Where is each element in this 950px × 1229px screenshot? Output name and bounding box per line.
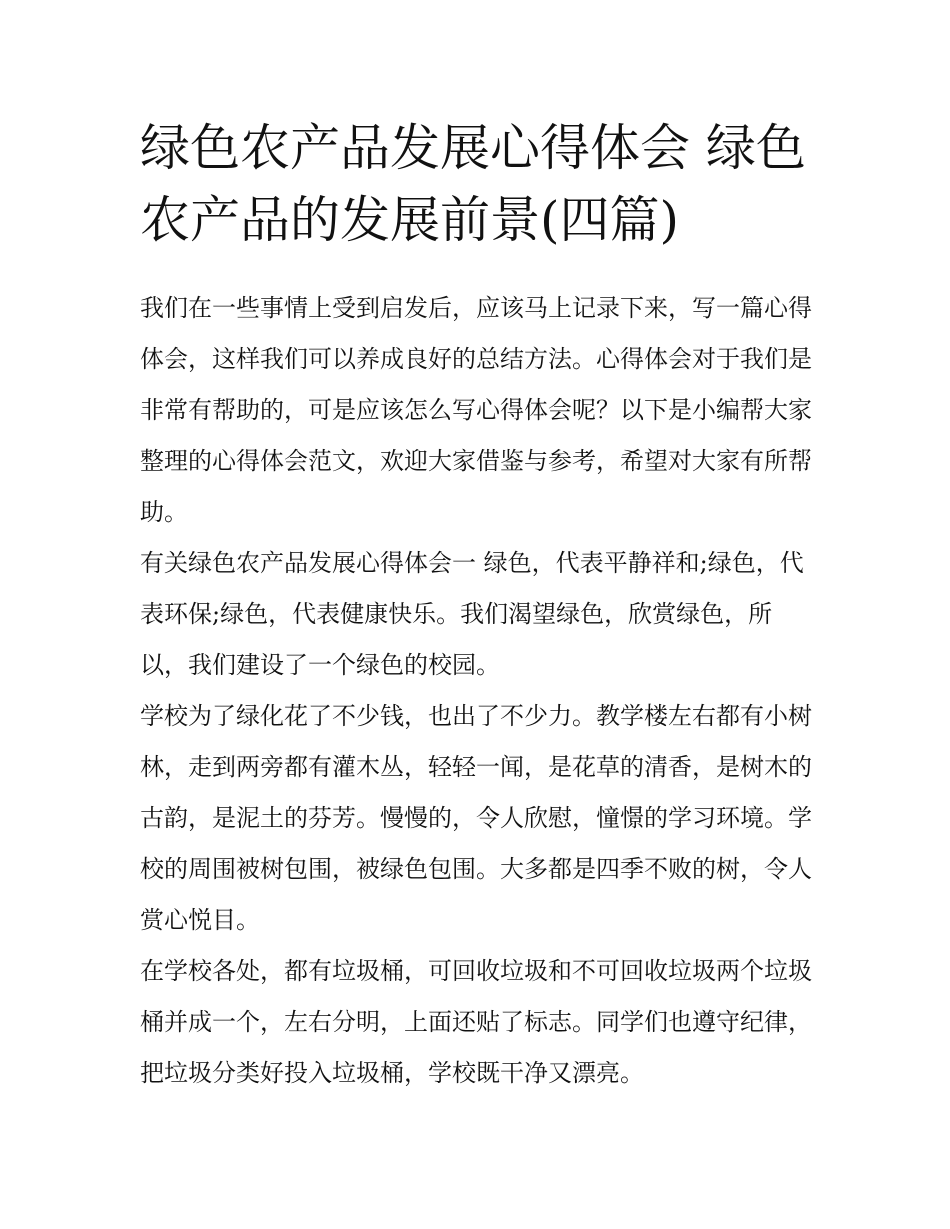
paragraph-intro: 我们在一些事情上受到启发后，应该马上记录下来，写一篇心得体会，这样我们可以养成良好的总结方法。心得体会对于我们是非常有帮助的，可是应该怎么写心得体会呢？以下是小编帮大家整理的心得体会范文，欢迎大家借鉴与参考，希望对大家有所帮助。 [140, 294, 812, 526]
paragraph-trash-bins: 在学校各处，都有垃圾桶，可回收垃圾和不可回收垃圾两个垃圾桶并成一个，左右分明，上面还贴了标志。同学们也遵守纪律，把垃圾分类好投入垃圾桶，学校既干净又漂亮。 [140, 957, 812, 1087]
paragraph-greening: 学校为了绿化花了不少钱，也出了不少力。教学楼左右都有小树林，走到两旁都有灌木丛，轻轻一闻，是花草的清香，是树木的古韵，是泥土的芬芳。慢慢的，令人欣慰，憧憬的学习环境。学校的周围被树包围，被绿色包围。大多都是四季不败的树，令人赏心悦目。 [140, 702, 812, 934]
document-title: 绿色农产品发展心得体会 绿色农产品的发展前景(四篇) [140, 119, 806, 249]
document-body [140, 283, 820, 1099]
document-content [140, 112, 820, 1099]
paragraph-green-campus: 有关绿色农产品发展心得体会一 绿色，代表平静祥和;绿色，代表环保;绿色，代表健康快乐。我们渴望绿色，欣赏绿色，所以，我们建设了一个绿色的校园。 [140, 549, 804, 679]
